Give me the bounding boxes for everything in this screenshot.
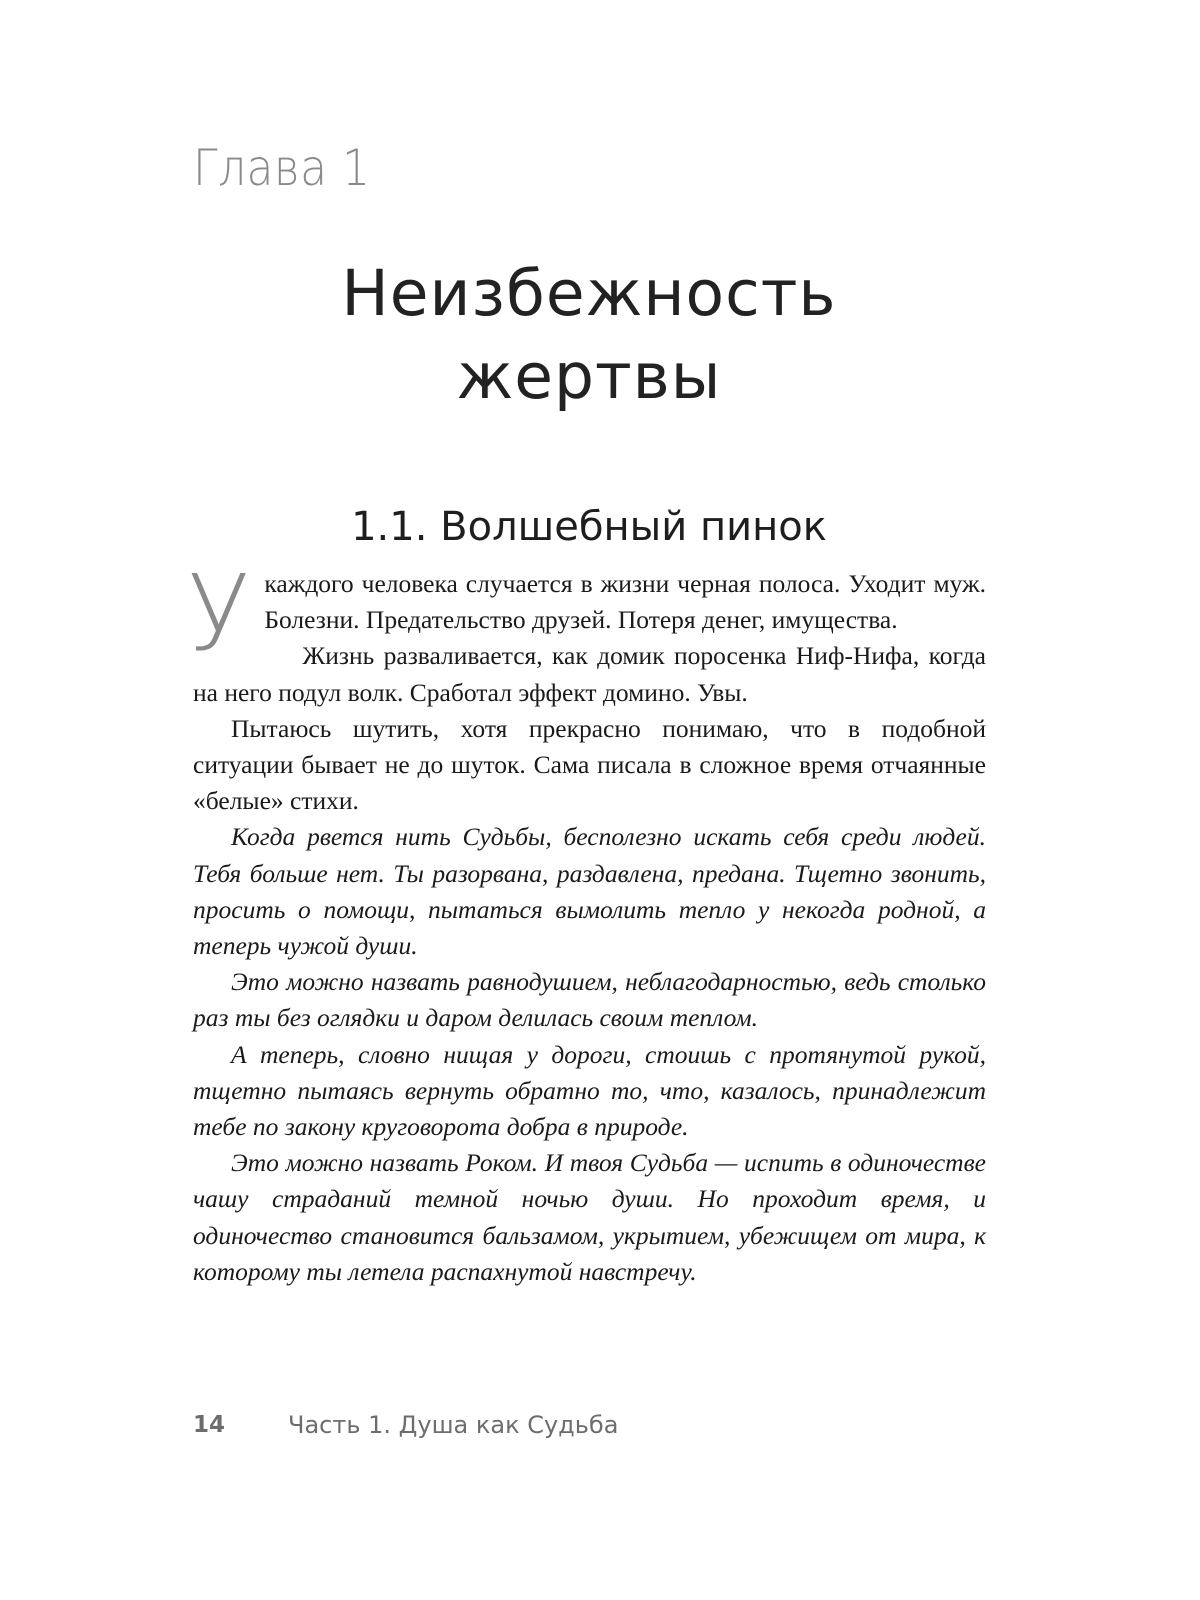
paragraph-1-text: каждого человека случается в жизни черная полоса. Уходит муж. Болезни. Предательство друзей. Потеря денег, имущества. [264,569,986,635]
paragraph-5-italic: Это можно назвать равнодушием, неблагодарностью, ведь столько раз ты без оглядки и даром делилась своим теплом. [193,967,986,1033]
paragraph-7-italic: Это можно назвать Роком. И твоя Судьба — испить в одиночестве чашу страданий темной ночью души. Но проходит время, и одиночество становится бальзамом, укрытием, убежищем от мира, к которому ты летела распахнутой навстречу. [193,1148,986,1286]
paragraph-4-italic: Когда рвется нить Судьбы, бесполезно искать себя среди людей. Тебя больше нет. Ты разорвана, раздавлена, предана. Тщетно звонить, просить о помощи, пытаться вымолить тепло у некогда родной, а теперь чужой души. [193,822,986,961]
paragraph-3: Пытаюсь шутить, хотя прекрасно понимаю, что в подобной ситуации бывает не до шуток. Сама писала в сложное время отчаянные «белые» стихи. [193,713,986,816]
chapter-title-line-1: Неизбежность [341,257,837,330]
chapter-title [0,252,1178,418]
paragraph-2: Жизнь разваливается, как домик поросенка Ниф-Нифа, когда на него подул волк. Сработал эффект домино. Увы. [193,641,986,707]
chapter-title-line-2: жертвы [456,340,722,413]
section-title: 1.1. Волшебный пинок [351,504,827,550]
body-text [187,552,986,1290]
running-footer-title: Часть 1. Душа как Судьба [288,1411,619,1439]
drop-cap: У [187,552,251,674]
chapter-label: Глава 1 [193,139,371,197]
paragraph-6-italic: А теперь, словно нищая у дороги, стоишь с протянутой рукой, тщетно пытаясь вернуть обратно то, что, казалось, принадлежит тебе по закону круговорота добра в природе. [193,1039,986,1142]
page-number: 14 [193,1412,226,1438]
